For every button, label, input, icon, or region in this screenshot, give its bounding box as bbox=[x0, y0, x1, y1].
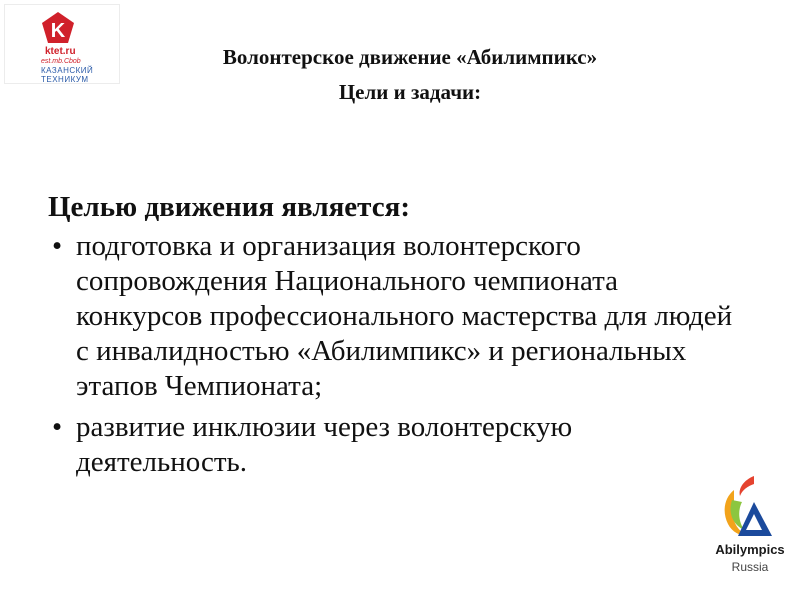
college-logo bbox=[4, 4, 120, 84]
goal-list-item bbox=[48, 229, 748, 404]
ktet-letter: K bbox=[50, 20, 66, 42]
goal-heading: Целью движения является: bbox=[48, 191, 410, 223]
ktet-domain: ktet.ru bbox=[45, 46, 76, 57]
ktet-name-line2: ТЕХНИКУМ bbox=[41, 75, 89, 84]
slide-content bbox=[48, 190, 748, 486]
bullet-icon: • bbox=[52, 411, 63, 443]
goal-item-text: подготовка и организация волонтерского сопровождения Национального чемпионата конкурсов профессионального мастерства для людей с инвалидностью «Абилимпикс» и региональных этапов Чемпионата; bbox=[76, 230, 733, 402]
title-line-2: Цели и задачи: bbox=[338, 80, 482, 104]
title-line-1: Волонтерское движение «Абилимпикс» bbox=[222, 45, 598, 69]
ktet-name-line1: КАЗАНСКИЙ bbox=[41, 66, 94, 75]
goal-list bbox=[48, 229, 748, 480]
abilympics-logo bbox=[700, 474, 796, 584]
bullet-icon: • bbox=[52, 230, 63, 262]
abilympics-emblem-icon bbox=[714, 474, 778, 540]
abilympics-country: Russia bbox=[731, 560, 769, 574]
goal-list-item bbox=[48, 410, 748, 480]
abilympics-wordmark: Abilympics bbox=[715, 542, 785, 557]
ktet-pentagon-icon bbox=[41, 11, 75, 45]
slide-title bbox=[120, 40, 700, 110]
ktet-tagline: est.mb.Cbob bbox=[41, 58, 81, 65]
goal-item-text: развитие инклюзии через волонтерскую деятельность. bbox=[76, 411, 573, 478]
